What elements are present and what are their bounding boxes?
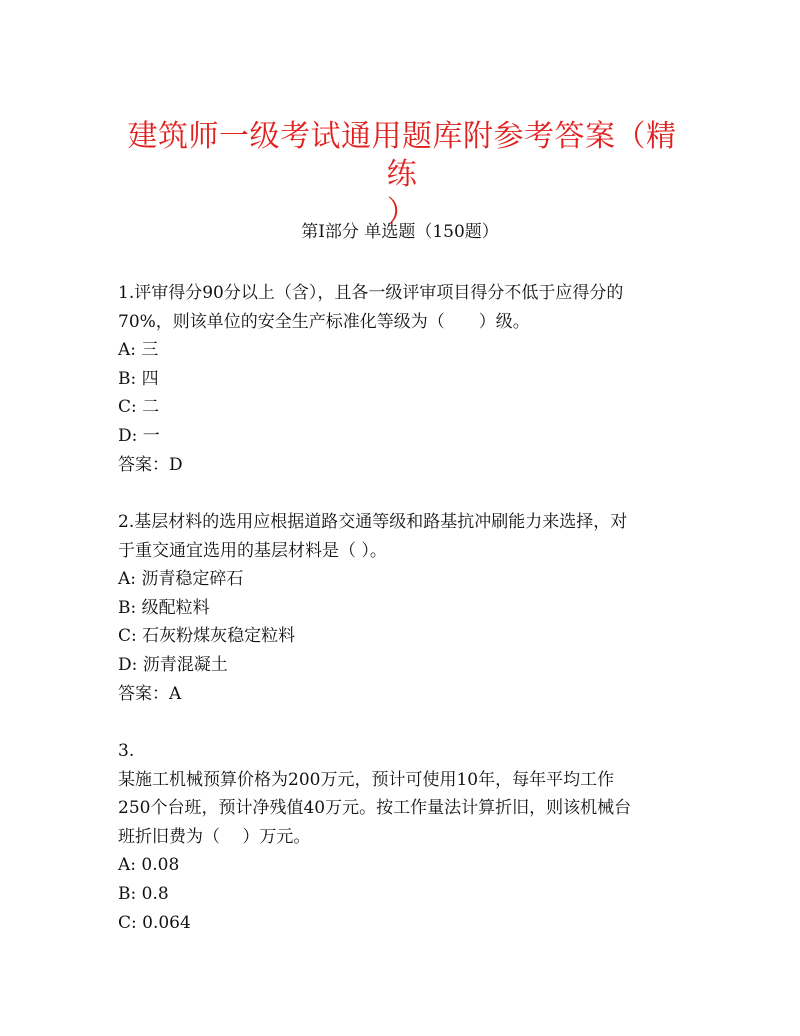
- option-b: B: 0.8: [118, 883, 169, 904]
- question-stem-line: 2.基层材料的选用应根据道路交通等级和路基抗冲刷能力来选择，对: [118, 512, 628, 532]
- question-1: [118, 279, 684, 479]
- question-stem-line: 250个台班，预计净残值40万元。按工作量法计算折旧，则该机械台: [118, 798, 632, 819]
- question-stem-line: 70%，则该单位的安全生产标准化等级为（ ）级。: [118, 311, 530, 332]
- option-b: B: 级配粒料: [118, 597, 210, 618]
- option-a: A: 0.08: [118, 855, 180, 876]
- section-heading: 第Ⅰ部分 单选题（150题）: [301, 222, 499, 242]
- question-number: 3.: [118, 741, 135, 761]
- question-3: [118, 737, 684, 937]
- option-c: C: 二: [118, 397, 160, 418]
- option-a: A: 沥青稳定碎石: [118, 569, 244, 590]
- answer: 答案：D: [118, 454, 183, 475]
- question-2: [118, 508, 684, 708]
- answer: 答案：A: [118, 683, 182, 704]
- question-stem-line: 某施工机械预算价格为200万元，预计可使用10年，每年平均工作: [118, 769, 615, 790]
- title-line-1: 建筑师一级考试通用题库附参考答案（精练: [127, 119, 677, 192]
- question-stem-line: 班折旧费为（ ）万元。: [118, 826, 311, 847]
- option-a: A: 三: [118, 340, 159, 361]
- option-d: D: 沥青混凝土: [118, 654, 228, 675]
- document-title: [118, 118, 686, 232]
- question-stem-line: 1.评审得分90分以上（含），且各一级评审项目得分不低于应得分的: [118, 283, 624, 303]
- option-c: C: 0.064: [118, 912, 191, 933]
- option-b: B: 四: [118, 368, 159, 389]
- option-d: D: 一: [118, 425, 160, 446]
- question-stem-line: 于重交通宜选用的基层材料是（ ）。: [118, 540, 387, 561]
- title-line-2: ）: [386, 195, 418, 230]
- option-c: C: 石灰粉煤灰稳定粒料: [118, 626, 296, 647]
